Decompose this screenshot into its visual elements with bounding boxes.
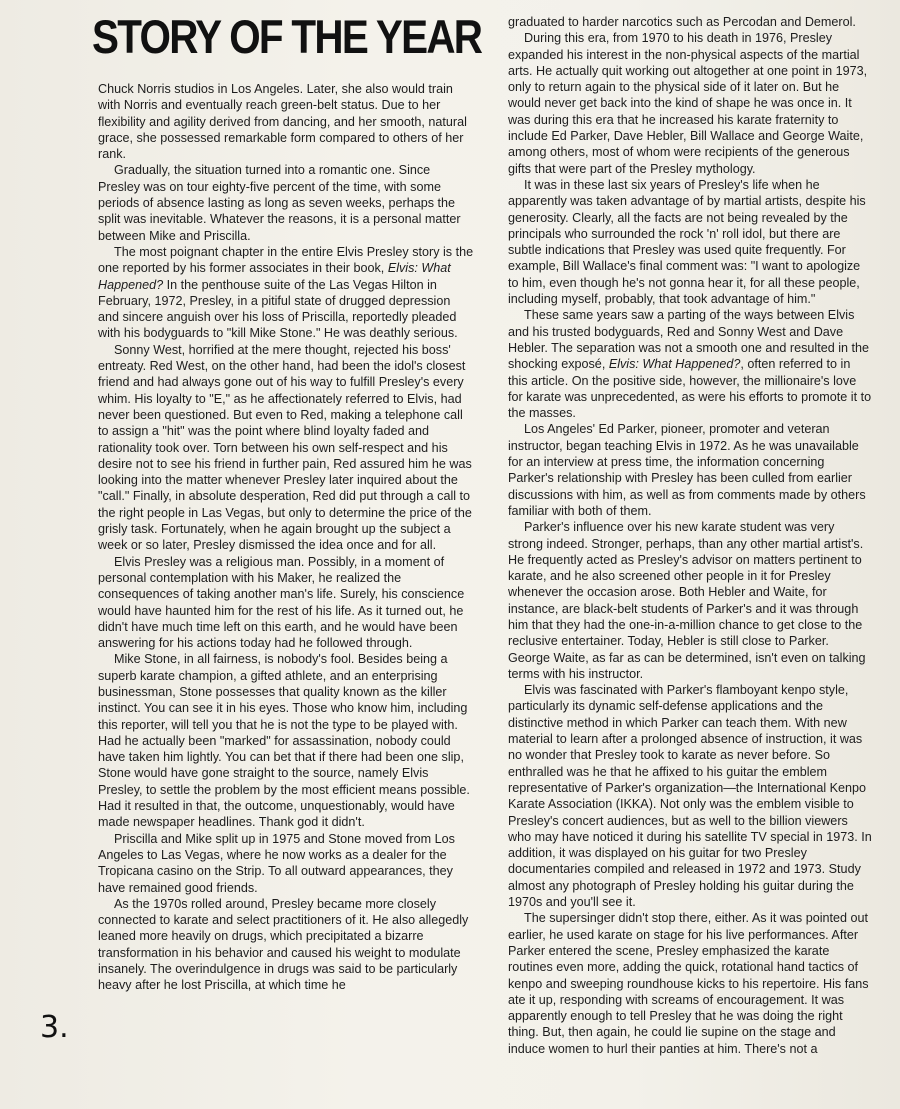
paragraph: Elvis Presley was a religious man. Possibly, in a moment of personal contemplation with his Maker, he realized the consequences of taking another man's life. Surely, his conscience would have haunted him for the rest of his life. As it turned out, he didn't have much time left on this earth, and he would have been answering for his actions today had he followed through. (98, 554, 465, 651)
page-title: STORY OF THE YEAR (92, 10, 482, 63)
paragraph: Gradually, the situation turned into a romantic one. Since Presley was on tour eighty-five percent of the time, with some periods of absence lasting as long as seven weeks, perhaps the split was inevitable. Whatever the reasons, it is a personal matter between Mike and Priscilla. (98, 163, 461, 243)
paragraph: It was in these last six years of Presley's life when he apparently was taken advantage of by martial artists, despite his generosity. Clearly, all the facts are not being revealed by the principals who surrounded the rock 'n' roll idol, but there are subtle indications that Presley was used quite frequently. For example, Bill Wallace's final comment was: "I want to apologize to him, even though he's not gonna hear it, for all these people, including myself, probably, that took advantage of him." (508, 177, 866, 307)
paragraph-text: In the penthouse suite of the Las Vegas Hilton in February, 1972, Presley, in a pitiful state of drugged depression and sincere anguish over his loss of Priscilla, reportedly pleaded with his bodyguards to "kill Mike Stone." He was deathly serious. (98, 277, 458, 341)
right-text-column (508, 14, 872, 1057)
left-text-column (98, 81, 474, 994)
book-title: Elvis: What Happened? (608, 357, 741, 372)
paragraph (98, 244, 474, 342)
paragraph: As the 1970s rolled around, Presley became more closely connected to karate and select practitioners of it. He also allegedly leaned more heavily on drugs, which precipitated a bizarre transformation in his behavior and caused his weight to modulate insanely. The overindulgence in drugs was said to be particularly heavy after he lost Priscilla, at which time he (98, 896, 469, 993)
paragraph-text: , often referred to in this article. On the positive side, however, the millionaire's love for karate was unprecedented, as were his efforts to promote it to the masses. (508, 357, 872, 421)
paragraph-text: These same years saw a parting of the ways between Elvis and his trusted bodyguards, Red and Sonny West and Dave Hebler. The separation was not a smooth one and resulted in the shocking exposé, (508, 308, 870, 372)
paragraph: The supersinger didn't stop there, either. As it was pointed out earlier, he used karate on stage for his live performances. After Parker entered the scene, Presley emphasized the karate routines even more, adding the quick, rotational hand tactics of kenpo and sweeping roundhouse kicks to his repertoire. His fans ate it up, responding with screams of encouragement. It was apparently enough to tell Presley that he was doing the right thing. But, then again, he could lie supine on the stage and induce women to hurl their panties at him. There's not a (508, 911, 869, 1056)
paragraph: Parker's influence over his new karate student was very strong indeed. Stronger, perhaps, than any other martial artist's. He frequently acted as Presley's advisor on matters pertinent to karate, and he also screened other people in it for Presley whenever the occasion arose. Both Hebler and Waite, for instance, are black-belt students of Parker's and it was through him that they had the one-in-a-million chance to get close to the reclusive entertainer. Today, Hebler is still close to Parker. George Waite, as far as can be determined, isn't even on talking terms with his instructor. (508, 520, 866, 681)
paragraph-text: The most poignant chapter in the entire Elvis Presley story is the one reported by his former associates in their book, (98, 244, 474, 276)
paragraph: Elvis was fascinated with Parker's flamboyant kenpo style, particularly its dynamic self-defense applications and the distinctive method in which Parker can teach them. With new material to learn after a prolonged absence of instruction, it was no wonder that Presley took to karate as never before. So enthralled was he that he affixed to his guitar the emblem representative of Parker's organization—the International Kenpo Karate Association (IKKA). Not only was the emblem visible to Presley's concert audiences, but as well to the billion viewers who may have noticed it during his satellite TV special in 1973. In addition, it was displayed on his guitar for two Presley documentaries compiled and released in 1972 and 1973. Study almost any photograph of Presley holding his guitar during the 1970s and you'll see it. (508, 683, 872, 910)
paragraph: Priscilla and Mike split up in 1975 and Stone moved from Los Angeles to Las Vegas, where he now works as a dealer for the Tropicana casino on the Strip. To all outward appearances, they have remained good friends. (98, 831, 455, 895)
page-number: 3. (40, 1010, 69, 1045)
paragraph: Mike Stone, in all fairness, is nobody's fool. Besides being a superb karate champion, a gifted athlete, and an enterprising businessman, Stone possesses that quality known as the killer instinct. You can see it in his eyes. Those who know him, including this reporter, will tell you that he is not the type to be played with. Had he actually been "marked" for assassination, nobody could have taken him lightly. You can bet that if there had been one slip, Stone would have gone straight to the source, namely Elvis Presley, to settle the problem by the most efficient means possible. Had it resulted in that, the outcome, unquestionably, would have made newspaper headlines. Thank god it didn't. (98, 652, 470, 830)
book-title: Elvis: What Happened? (98, 261, 451, 292)
paragraph: graduated to harder narcotics such as Percodan and Demerol. (508, 15, 856, 29)
paragraph (508, 307, 872, 421)
paragraph: During this era, from 1970 to his death in 1976, Presley expanded his interest in the non-physical aspects of the martial arts. He actually quit working out altogether at one point in 1973, only to return again to the physical side of it later on. But he would never get back into the kind of shape he was once in. It was during this era that he increased his karate fraternity to include Ed Parker, Dave Hebler, Bill Wallace and George Waite, among others, most of whom were recipients of the generous gifts that were part of the Presley mythology. (508, 31, 868, 176)
paragraph: Chuck Norris studios in Los Angeles. Later, she also would train with Norris and eventually reach green-belt status. Due to her flexibility and agility derived from dancing, and her smooth, natural grace, she possessed remarkable form compared to others of her rank. (98, 82, 467, 162)
paragraph: Sonny West, horrified at the mere thought, rejected his boss' entreaty. Red West, on the other hand, had been the idol's closest friend and had always gone out of his way to fulfill Presley's every whim. His loyalty to "E," as he affectionately referred to Elvis, had never been questioned. But even to Red, making a telephone call to assign a "hit" was the point where blind loyalty faded and rationality took over. Torn between his own self-respect and his desire not to see his friend in further pain, Red assured him he was looking into the matter whenever Presley later inquired about the "call." Finally, in absolute desperation, Red did put through a call to the right people in Las Vegas, but only to determine the price of the grisly task. Fortunately, when he again brought up the subject a week or so later, Presley dismissed the idea once and for all. (98, 342, 472, 553)
paragraph: Los Angeles' Ed Parker, pioneer, promoter and veteran instructor, began teaching Elvis in 1972. As he was unavailable for an interview at press time, the information concerning Parker's relationship with Presley has been culled from earlier discussions with him, as well as from comments made by others familiar with both of them. (508, 422, 866, 518)
